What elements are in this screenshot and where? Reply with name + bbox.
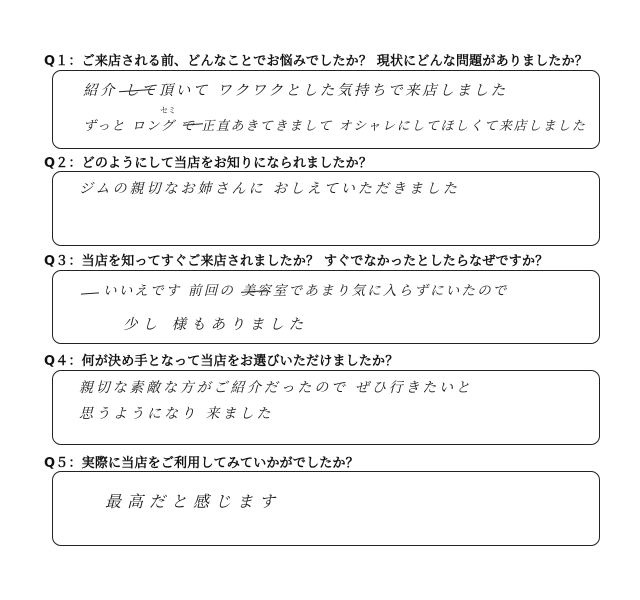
answer-5-line-1: 最高だと感じます	[105, 492, 282, 511]
answer-3-line-2: 少し 様もありました	[123, 317, 309, 333]
answer-3-box	[52, 270, 600, 344]
answer-4-line-2: 思うようになり 来ました	[79, 406, 274, 422]
answer-4-line-1: 親切な素敵な方がご紹介だったので ぜひ行きたいと	[79, 380, 473, 396]
answer-1-line-2: ずっと ロング で 正直あきてきまして オシャレにしてほしくて来店しました	[83, 119, 587, 134]
question-5-label: Q５：実際に当店をご利用してみていかがでしたか？	[44, 456, 359, 471]
answer-3-line-1: いいえです 前回の 美容室であまり気に入らずにいたので	[103, 283, 509, 299]
answer-4-box	[52, 370, 600, 445]
question-3-label: Q３：当店を知ってすぐご来店されましたか？ すぐでなかったとしたらなぜですか？	[44, 254, 549, 269]
answer-2-box	[52, 171, 600, 246]
question-2-label: Q２：どのようにして当店をお知りになられましたか？	[44, 156, 373, 171]
strikethrough-mark	[81, 292, 99, 294]
answer-5-box	[52, 471, 600, 546]
question-1-label: Q１：ご来店される前、どんなことでお悩みでしたか？ 現状にどんな問題がありましたか？	[44, 54, 588, 69]
question-4-label: Q４：何が決め手となって当店をお選びいただけましたか？	[44, 354, 399, 369]
answer-1-annotation: セミ	[160, 106, 176, 115]
answer-1-box	[52, 70, 600, 149]
answer-1-line-1: 紹介 して頂いて ワクワクとした気持ちで来店しました	[83, 83, 508, 99]
answer-2-line-1: ジムの親切なお姉さんに おしえていただきました	[79, 181, 460, 197]
